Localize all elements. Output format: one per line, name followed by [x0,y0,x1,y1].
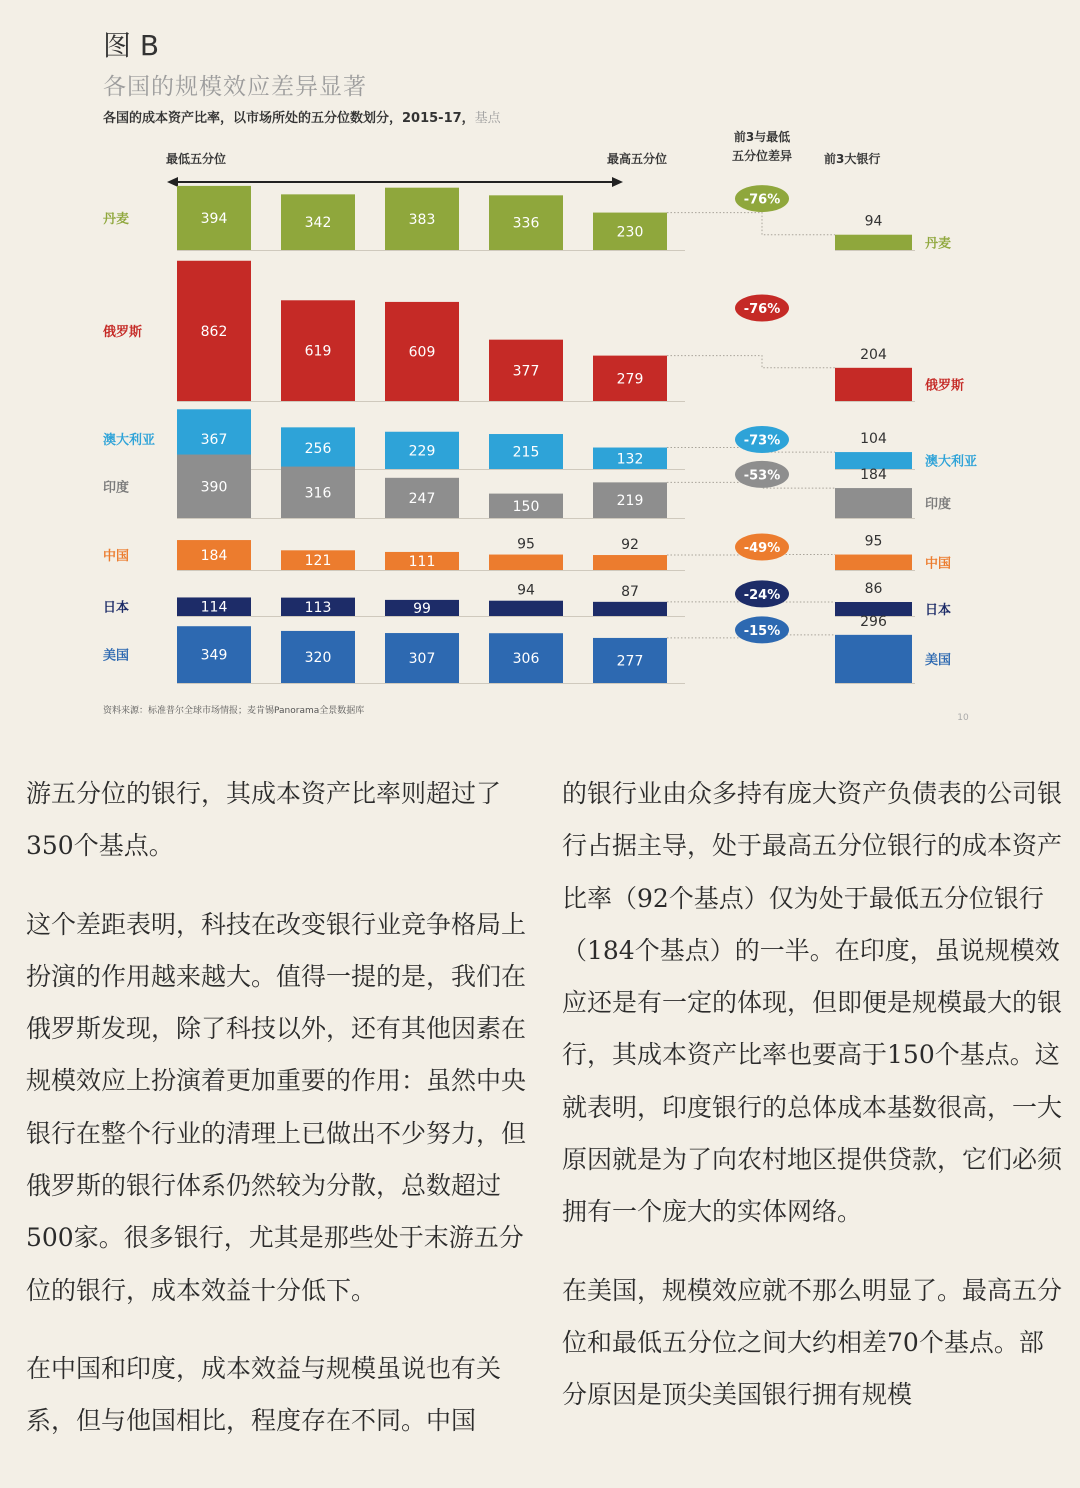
data-label: 184 [200,548,228,565]
top3-data-label: 104 [860,431,887,448]
data-label: 277 [616,653,644,670]
top3-bar [835,235,912,250]
top3-bar [835,368,912,401]
top3-header: 前3大银行 [824,152,881,166]
data-label: 383 [408,211,436,228]
top3-bar [835,635,912,683]
country-label: 俄罗斯 [103,324,143,340]
country-label-right: 俄罗斯 [925,378,965,394]
data-label: 316 [304,485,332,502]
arrow-left-head [167,177,178,187]
country-label-right: 丹麦 [925,236,952,252]
data-label: 95 [517,536,535,553]
top3-bar [835,488,912,518]
diff-label: -76% [743,192,781,208]
country-label: 丹麦 [103,211,130,227]
article-paragraph: 的银行业由众多持有庞大资产负债表的公司银行占据主导，处于最高五分位银行的成本资产比率（92个基点）仅为处于最低五分位银行（184个基点）的一半。在印度，虽说规模效应还是有一定的体现，但即便是规模最大的银行，其成本资产比率也要高于150个基点。这就表明，印度银行的总体成本基数很高，一大原因就是为了向农村地区提供贷款，它们必须拥有一个庞大的实体网络。 [562,779,1063,1227]
data-label: 394 [200,210,228,227]
data-label: 87 [621,583,639,600]
top3-bar [835,555,912,570]
data-label: 609 [408,344,436,361]
bar [489,555,563,570]
data-label: 279 [616,371,644,388]
data-label: 219 [616,493,644,510]
diff-label: -73% [743,433,781,449]
data-label: 619 [304,343,332,360]
diff-label: -24% [743,587,781,603]
country-label-right: 澳大利亚 [925,454,978,470]
data-label: 320 [304,649,332,666]
figure-label: 图 B [103,29,160,62]
data-label: 390 [200,479,228,496]
subtitle-text: 各国的成本资产比率，以市场所处的五分位数划分，2015-17， [103,111,475,126]
data-label: 215 [512,444,540,461]
lowest-quintile-header: 最低五分位 [166,152,227,166]
top3-data-label: 296 [860,613,887,630]
connector-line [667,356,835,368]
top3-data-label: 94 [864,213,883,230]
diff-header-line1: 前3与最低 [733,130,791,144]
data-label: 336 [512,215,540,232]
data-label: 111 [408,553,436,570]
article-right-column [562,768,1062,1448]
diff-label: -49% [743,541,781,557]
country-label-right: 日本 [925,603,952,619]
data-label: 92 [621,537,639,554]
data-label: 349 [200,647,228,664]
data-label: 132 [616,451,644,468]
diff-header-line2: 五分位差异 [731,149,793,163]
diff-label: -15% [743,623,781,639]
highest-quintile-header: 最高五分位 [607,152,668,166]
data-label: 307 [408,651,436,668]
data-label: 230 [616,224,644,241]
article-paragraph: 游五分位的银行，其成本资产比率则超过了350个基点。 [26,779,502,861]
country-label-right: 中国 [925,556,952,572]
article-paragraph: 在中国和印度，成本效益与规模虽说也有关系，但与他国相比，程度存在不同。中国 [26,1353,502,1436]
subtitle-unit: 基点 [474,111,501,126]
bar [489,601,563,616]
country-label-right: 印度 [925,497,952,513]
article-paragraph: 这个差距表明，科技在改变银行业竞争格局上扮演的作用越来越大。值得一提的是，我们在俄罗斯发现，除了科技以外，还有其他因素在规模效应上扮演着更加重要的作用：虽然中央银行在整个行业的清理上已做出不少努力，但俄罗斯的银行体系仍然较为分散，总数超过500家。很多银行，尤其是那些处于末游五分位的银行，成本效益十分低下。 [26,909,527,1305]
article-left-column [26,768,526,1474]
top3-data-label: 86 [864,581,883,598]
data-label: 256 [304,441,332,458]
article-paragraph: 在美国，规模效应就不那么明显了。最高五分位和最低五分位之间大约相差70个基点。部分原因是顶尖美国银行拥有规模 [562,1275,1063,1410]
data-label: 94 [517,582,535,599]
country-label: 日本 [103,600,130,616]
data-label: 114 [200,599,228,616]
top3-data-label: 204 [860,346,887,363]
connector-line [667,213,835,235]
data-label: 113 [304,599,332,616]
data-label: 862 [200,323,228,340]
top3-data-label: 95 [864,533,883,550]
data-label: 150 [512,498,540,515]
bar [593,555,667,570]
chart [0,0,1080,740]
page-number: 10 [957,713,969,723]
data-label: 99 [413,600,431,617]
data-label: 342 [304,215,332,232]
country-label-right: 美国 [925,652,952,668]
bar [593,602,667,616]
arrow-right-head [612,177,623,187]
diff-label: -53% [743,468,781,484]
country-label: 中国 [103,549,130,565]
data-label: 377 [512,363,540,380]
data-label: 229 [408,443,436,460]
diff-label: -76% [743,302,781,317]
country-label: 印度 [103,480,130,496]
top3-data-label: 184 [860,467,887,484]
data-label: 306 [512,651,540,668]
figure-title: 各国的规模效应差异显著 [103,74,367,100]
data-label: 367 [200,432,228,449]
source-note: 资料来源：标准普尔全球市场情报；麦肯锡Panorama全景数据库 [103,706,365,716]
country-label: 美国 [103,648,130,664]
data-label: 121 [304,553,332,570]
country-label: 澳大利亚 [103,433,156,449]
data-label: 247 [408,490,436,507]
